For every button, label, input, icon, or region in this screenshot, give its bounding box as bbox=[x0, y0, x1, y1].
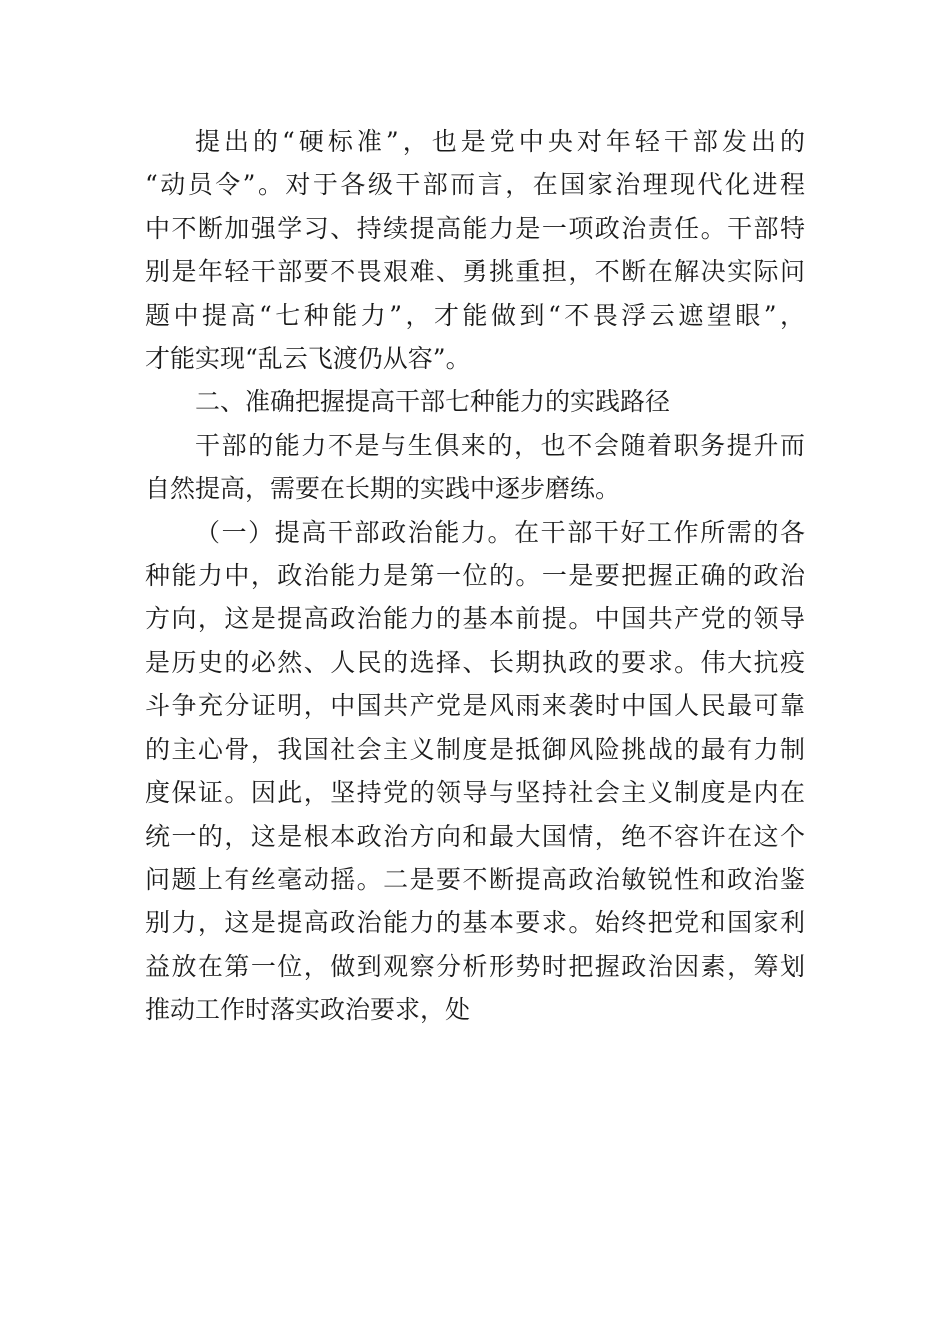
text-line: 别是年轻干部要不畏艰难、勇挑重担，不断在解决实际问 bbox=[145, 257, 805, 287]
text-line: 题中提高“七种能力”，才能做到“不畏浮云遮望眼”， bbox=[145, 300, 805, 330]
document-body bbox=[145, 120, 805, 1032]
section-heading bbox=[145, 380, 805, 423]
text-line: 益放在第一位，做到观察分析形势时把握政治因素，筹划 bbox=[145, 951, 805, 981]
text-line: 方向，这是提高政治能力的基本前提。中国共产党的领导 bbox=[145, 604, 805, 634]
text-line: （一）提高干部政治能力。在干部干好工作所需的各 bbox=[195, 517, 805, 547]
text-line: “动员令”。对于各级干部而言，在国家治理现代化进程 bbox=[145, 170, 805, 200]
text-line: 才能实现“乱云飞渡仍从容”。 bbox=[145, 344, 471, 374]
text-line: 提出的“硬标准”，也是党中央对年轻干部发出的 bbox=[195, 127, 805, 156]
text-line: 度保证。因此，坚持党的领导与坚持社会主义制度是内在 bbox=[145, 778, 805, 808]
text-line: 统一的，这是根本政治方向和最大国情，绝不容许在这个 bbox=[145, 821, 805, 851]
heading-line: 二、准确把握提高干部七种能力的实践路径 bbox=[195, 387, 671, 417]
text-line: 的主心骨，我国社会主义制度是抵御风险挑战的最有力制 bbox=[145, 734, 805, 764]
paragraph-political-ability bbox=[145, 511, 805, 1032]
text-line: 种能力中，政治能力是第一位的。一是要把握正确的政治 bbox=[145, 561, 805, 591]
paragraph-intro bbox=[145, 424, 805, 511]
text-line: 自然提高，需要在长期的实践中逐步磨练。 bbox=[145, 474, 621, 504]
text-line: 斗争充分证明，中国共产党是风雨来袭时中国人民最可靠 bbox=[145, 691, 805, 721]
text-line: 别力，这是提高政治能力的基本要求。始终把党和国家利 bbox=[145, 908, 805, 938]
text-line: 是历史的必然、人民的选择、长期执政的要求。伟大抗疫 bbox=[145, 647, 805, 677]
text-line: 中不断加强学习、持续提高能力是一项政治责任。干部特 bbox=[145, 213, 805, 243]
text-line: 问题上有丝毫动摇。二是要不断提高政治敏锐性和政治鉴 bbox=[145, 864, 805, 894]
text-line: 干部的能力不是与生俱来的，也不会随着职务提升而 bbox=[195, 430, 805, 460]
text-line: 推动工作时落实政治要求，处 bbox=[145, 995, 471, 1025]
paragraph-continuation bbox=[145, 120, 805, 380]
